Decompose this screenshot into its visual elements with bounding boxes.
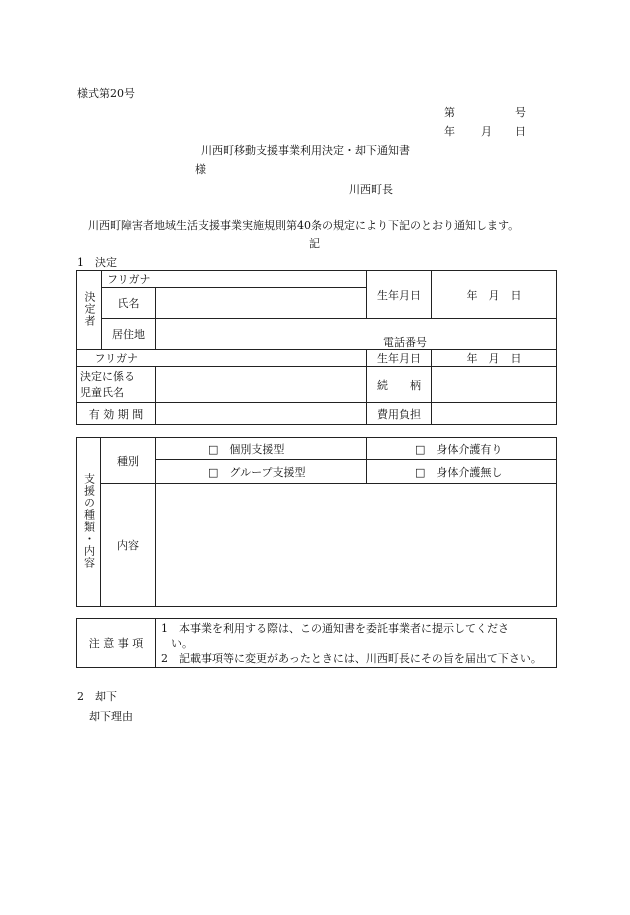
child-birth-label: 生年月日: [367, 350, 432, 367]
cost-label: 費用負担: [367, 403, 432, 425]
birth-label: 生年月日: [367, 271, 432, 319]
notes-label: 注 意 事 項: [77, 619, 156, 668]
support-side-label: 支援の種類・内容: [82, 472, 96, 569]
furigana-field[interactable]: [156, 271, 367, 288]
validity-field[interactable]: [156, 403, 367, 425]
child-birth-value[interactable]: 年 月 日: [432, 350, 557, 367]
content-label: 内容: [101, 484, 156, 607]
phone-label: 電話番号: [383, 336, 427, 349]
relation-label: 続 柄: [367, 367, 432, 403]
child-name-label-2: 児童氏名: [80, 385, 124, 399]
address-label: 居住地: [102, 319, 156, 350]
support-side-label-cell: [77, 438, 101, 607]
option-care-no[interactable]: □ 身体介護無し: [367, 460, 557, 484]
option-individual[interactable]: □ 個別支援型: [156, 438, 367, 460]
decider-label-cell: [77, 271, 102, 350]
form-number: 様式第20号: [77, 87, 135, 100]
decider-label: 決定者: [83, 290, 96, 327]
intro-text: 川西町障害者地域生活支援事業実施規則第40条の規定により下記のとおり通知します。: [88, 219, 520, 232]
child-furigana-label: フリガナ: [77, 350, 156, 367]
name-label: 氏名: [102, 288, 156, 319]
addressee-suffix: 様: [195, 163, 206, 176]
date-month: 月: [481, 125, 492, 138]
option-care-yes[interactable]: □ 身体介護有り: [367, 438, 557, 460]
content-field[interactable]: [156, 484, 557, 607]
furigana-label: フリガナ: [102, 271, 156, 288]
relation-field[interactable]: [432, 367, 557, 403]
notes-content: [156, 619, 557, 668]
type-label: 種別: [101, 438, 156, 484]
number-suffix: 号: [515, 106, 526, 119]
ki-label: 記: [309, 237, 320, 250]
address-field[interactable]: [156, 319, 557, 350]
validity-label: 有 効 期 間: [77, 403, 156, 425]
child-furigana-field[interactable]: [156, 350, 367, 367]
child-name-field[interactable]: [156, 367, 367, 403]
rejection-reason-label: 却下理由: [89, 710, 133, 723]
option-group[interactable]: □ グループ支援型: [156, 460, 367, 484]
date-day: 日: [515, 125, 526, 138]
notes-table: [76, 618, 557, 668]
cost-field[interactable]: [432, 403, 557, 425]
number-label: 第: [444, 106, 455, 119]
child-name-label-cell: [77, 367, 156, 403]
child-name-label-1: 決定に係る: [80, 369, 135, 383]
note2: 2 記載事項等に変更があったときには、川西町長にその旨を届出て下さい。: [161, 652, 542, 665]
date-year: 年: [444, 125, 455, 138]
name-field[interactable]: [156, 288, 367, 319]
note1-line2: い。: [171, 637, 193, 650]
decision-table: [76, 270, 557, 425]
document-title: 川西町移動支援事業利用決定・却下通知書: [201, 144, 410, 157]
support-table: [76, 437, 557, 607]
section1-heading: 1 決定: [77, 256, 117, 269]
issuer: 川西町長: [349, 183, 393, 196]
birth-value[interactable]: 年 月 日: [432, 271, 557, 319]
section2-heading: 2 却下: [77, 690, 117, 703]
note1-line1: 1 本事業を利用する際は、この通知書を委託事業者に提示してくださ: [161, 622, 509, 635]
